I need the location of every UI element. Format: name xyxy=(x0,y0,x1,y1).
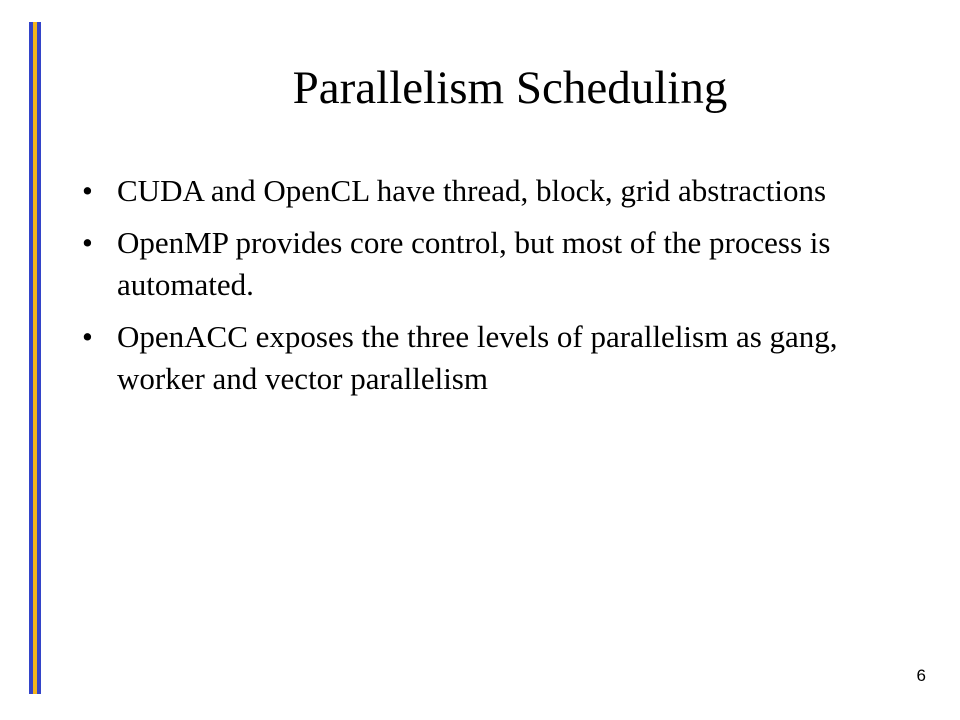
bullet-item xyxy=(82,170,842,212)
bullet-marker: • xyxy=(82,319,93,354)
bullet-marker: • xyxy=(82,173,93,208)
bullet-text: OpenACC exposes the three levels of parallelism as gang, worker and vector parallelism xyxy=(117,319,838,396)
bullet-text: CUDA and OpenCL have thread, block, grid abstractions xyxy=(117,173,827,208)
accent-bar-blue-right xyxy=(37,22,41,694)
bullet-marker: • xyxy=(82,225,93,260)
slide-title: Parallelism Scheduling xyxy=(292,62,728,114)
page-number: 6 xyxy=(916,666,926,685)
bullet-text: OpenMP provides core control, but most of the process is automated. xyxy=(117,225,831,302)
bullet-item xyxy=(82,316,842,400)
bullet-list xyxy=(82,170,842,410)
bullet-item xyxy=(82,222,842,306)
